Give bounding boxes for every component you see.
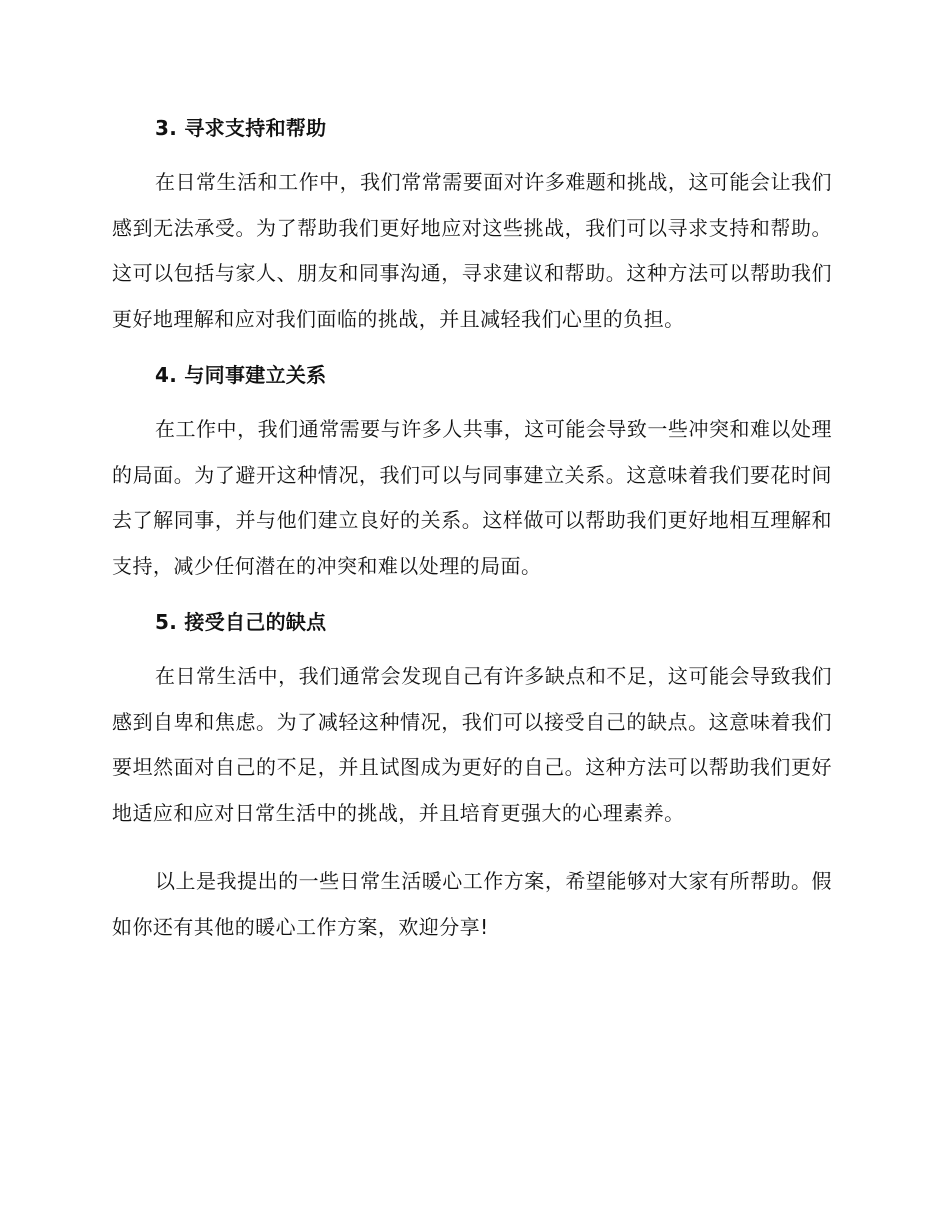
- section-heading-4: 4. 与同事建立关系: [155, 363, 327, 387]
- section-paragraph-4: 在工作中，我们通常需要与许多人共事，这可能会导致一些冲突和难以处理的局面。为了避开这种情况，我们可以与同事建立关系。这意味着我们要花时间去了解同事，并与他们建立良好的关系。这样做可以帮助我们更好地相互理解和支持，减少任何潜在的冲突和难以处理的局面。: [112, 417, 832, 578]
- closing-paragraph: 以上是我提出的一些日常生活暖心工作方案，希望能够对大家有所帮助。假如你还有其他的暖心工作方案，欢迎分享!: [112, 869, 832, 939]
- section-heading-3: 3. 寻求支持和帮助: [155, 116, 327, 140]
- section-paragraph-3: 在日常生活和工作中，我们常常需要面对许多难题和挑战，这可能会让我们感到无法承受。为了帮助我们更好地应对这些挑战，我们可以寻求支持和帮助。这可以包括与家人、朋友和同事沟通，寻求建议和帮助。这种方法可以帮助我们更好地理解和应对我们面临的挑战，并且减轻我们心里的负担。: [112, 170, 832, 331]
- section-paragraph-5: 在日常生活中，我们通常会发现自己有许多缺点和不足，这可能会导致我们感到自卑和焦虑。为了减轻这种情况，我们可以接受自己的缺点。这意味着我们要坦然面对自己的不足，并且试图成为更好的自己。这种方法可以帮助我们更好地适应和应对日常生活中的挑战，并且培育更强大的心理素养。: [112, 664, 832, 825]
- document-body: [112, 113, 832, 950]
- section-heading-5: 5. 接受自己的缺点: [155, 610, 327, 634]
